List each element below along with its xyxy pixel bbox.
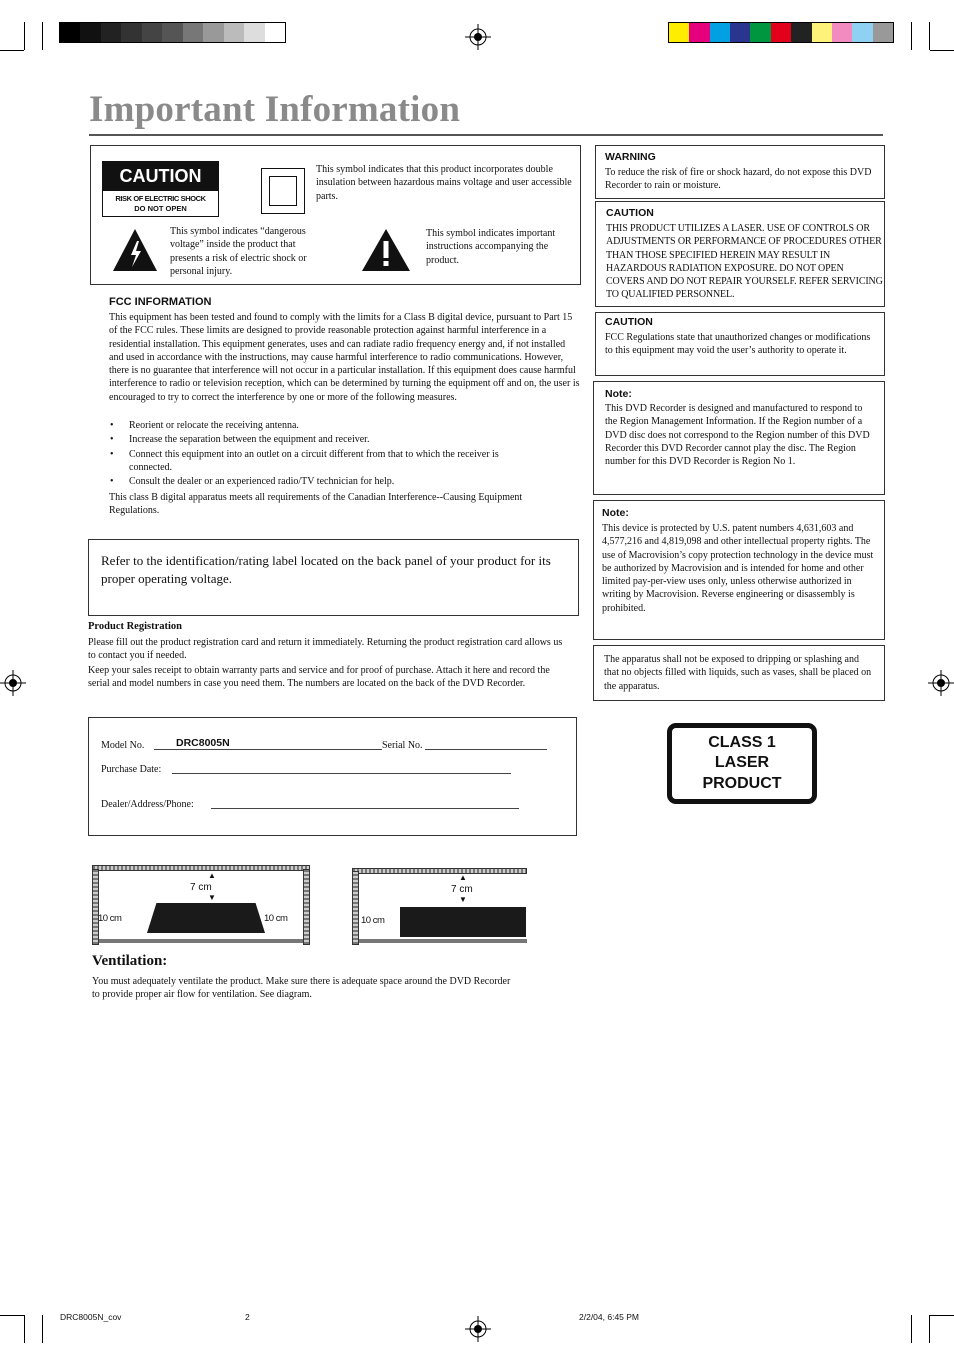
dvd-recorder-front — [147, 903, 265, 933]
top-clearance-label: 7 cm — [190, 882, 212, 893]
exclamation-text: This symbol indicates important instructions accompanying the product. — [426, 228, 556, 266]
fcc-caution-heading: CAUTION — [605, 316, 653, 328]
ventilation-diagram-side — [352, 865, 537, 947]
crop-mark — [0, 50, 24, 51]
list-item: • Connect this equipment into an outlet on a circuit different from that to which the receiver is connected. — [109, 448, 534, 475]
warning-box — [595, 145, 885, 199]
dvd-recorder-side — [400, 907, 526, 937]
registration-target-icon — [928, 670, 954, 696]
caution-badge-sub2: DO NOT OPEN — [134, 204, 187, 213]
fcc-heading: FCC INFORMATION — [109, 296, 212, 308]
patent-note-heading: Note: — [602, 507, 629, 519]
dealer-field[interactable] — [211, 808, 519, 809]
dealer-label: Dealer/Address/Phone: — [101, 799, 194, 810]
crop-mark — [0, 1315, 24, 1316]
laser-label-line3: PRODUCT — [702, 775, 782, 792]
footer-filename: DRC8005N_cov — [60, 1312, 122, 1322]
crop-mark — [911, 22, 912, 50]
right-clearance-label: 10 cm — [264, 913, 288, 924]
region-note-heading: Note: — [605, 388, 632, 400]
warning-heading: WARNING — [605, 151, 656, 163]
serial-field[interactable] — [425, 749, 547, 750]
ventilation-text: You must adequately ventilate the product. Make sure there is adequate space around the DVD Recorder to provide proper air flow for ventilation. See diagram. — [92, 976, 511, 1001]
dripping-text: The apparatus shall not be exposed to dripping or splashing and that no objects filled with liquids, such as vases, shall be placed on the apparatus. — [604, 654, 872, 692]
fcc-measures-list — [109, 419, 534, 488]
laser-label-line1: CLASS 1 — [708, 734, 776, 751]
registration-heading: Product Registration — [88, 621, 183, 632]
region-note-text: This DVD Recorder is designed and manufactured to respond to the Region Management Information. If the Region number of a DVD disc does not correspond to the Region number of this DVD Recorder this DVD Recorder cannot play the disc. The Region number for this DVD Recorder is Region No 1. — [605, 403, 870, 468]
caution-badge-sub1: RISK OF ELECTRIC SHOCK — [115, 194, 206, 203]
laser-label-line2: LASER — [714, 754, 770, 771]
purchase-date-field[interactable] — [172, 773, 511, 774]
registration-target-icon — [0, 670, 26, 696]
top-clearance-label: 7 cm — [451, 884, 473, 895]
double-insulation-text: This symbol indicates that this product incorporates double insulation between hazardous mains voltage and user accessible parts. — [316, 164, 572, 202]
model-field[interactable]: DRC8005N — [176, 737, 230, 749]
ventilation-heading: Ventilation: — [92, 953, 168, 969]
list-item: • Increase the separation between the equipment and receiver. — [109, 433, 534, 446]
region-note-box — [593, 381, 885, 495]
voltage-text: Refer to the identification/rating label located on the back panel of your product for its proper operating voltage. — [101, 553, 551, 586]
crop-mark — [930, 50, 954, 51]
fcc-paragraph: This equipment has been tested and found to comply with the limits for a Class B digital device, pursuant to Part 15 of the FCC rules. These limits are designed to provide reasonable protection against harmful interference in a residential installation. This equipment generates, uses and can radiate radio frequency energy and, if not installed and used in accordance with the instructions, may cause harmful interference to radio communications. However, there is no guarantee that interference will not occur in a particular installation. If this equipment does cause harmful interference to radio or television reception, which can be determined by turning the equipment off and on, the user is encouraged to try to correct the interference by one or more of the following measures. — [109, 312, 580, 403]
title-rule — [89, 134, 883, 136]
up-arrow-icon: ▲ — [208, 871, 216, 880]
dripping-box — [593, 645, 885, 701]
crop-mark — [929, 1315, 930, 1343]
diagram-shelf — [359, 939, 527, 943]
warning-text: To reduce the risk of fire or shock hazard, do not expose this DVD Recorder to rain or moisture. — [605, 167, 872, 192]
laser-caution-text: THIS PRODUCT UTILIZES A LASER. USE OF CONTROLS OR ADJUSTMENTS OR PERFORMANCE OF PROCEDURES OTHER THAN THOSE SPECIFIED HEREIN MAY RESULT IN HAZARDOUS RADIATION EXPOSURE. DO NOT OPEN COVERS AND DO NOT REPAIR YOURSELF. REFER SERVICING TO QUALIFIED PERSONNEL. — [606, 223, 883, 301]
list-item: • Consult the dealer or an experienced radio/TV technician for help. — [109, 475, 534, 488]
model-field-line — [154, 749, 382, 750]
caution-badge-title: CAUTION — [103, 162, 218, 191]
diagram-top-wall — [92, 865, 310, 871]
footer-timestamp: 2/2/04, 6:45 PM — [579, 1312, 640, 1322]
model-label: Model No. — [101, 740, 145, 751]
down-arrow-icon: ▼ — [459, 895, 467, 904]
diagram-left-wall — [352, 871, 359, 945]
crop-mark — [930, 1315, 954, 1316]
diagram-left-wall — [92, 869, 99, 945]
side-clearance-label: 10 cm — [361, 915, 385, 926]
class1-laser-label — [667, 723, 817, 804]
down-arrow-icon: ▼ — [208, 893, 216, 902]
lightning-text: This symbol indicates “dangerous voltage” inside the product that presents a risk of electric shock or personal injury. — [170, 226, 307, 277]
up-arrow-icon: ▲ — [459, 873, 467, 882]
voltage-box — [88, 539, 579, 616]
patent-note-text: This device is protected by U.S. patent numbers 4,631,603 and 4,577,216 and 4,819,098 and other intellectual property rights. The use of Macrovision’s copy protection technology in the device must be authorized by Macrovision and is intended for home and other limited pay-per-view uses only, unless otherwise authorized in writing by Macrovision. Reverse engineering or disassembly is prohibited. — [602, 523, 874, 614]
symbols-box — [90, 145, 581, 285]
diagram-right-wall — [303, 869, 310, 945]
registration-form — [88, 717, 577, 836]
fcc-canada-text: This class B digital apparatus meets all requirements of the Canadian Interference--Causing Equipment Regulations. — [109, 492, 523, 517]
diagram-top-wall — [352, 868, 527, 874]
lightning-warning-icon — [111, 227, 159, 273]
crop-mark — [929, 22, 930, 50]
page-title: Important Information — [89, 89, 461, 130]
fcc-caution-box — [595, 312, 885, 376]
crop-mark — [911, 1315, 912, 1343]
fcc-caution-text: FCC Regulations state that unauthorized changes or modifications to this equipment may void the user’s authority to operate it. — [605, 332, 871, 357]
crop-mark — [24, 22, 25, 50]
laser-caution-box — [595, 201, 885, 307]
registration-text-2: Keep your sales receipt to obtain warranty parts and service and for proof of purchase. Attach it here and record the serial and model numbers in case you need them. The numbers are located on the back of the DVD Recorder. — [88, 665, 550, 690]
double-insulation-icon — [261, 168, 305, 214]
patent-note-box — [593, 500, 885, 640]
laser-caution-heading: CAUTION — [606, 207, 654, 219]
crop-mark — [24, 1315, 25, 1343]
footer-page-number: 2 — [245, 1312, 250, 1322]
registration-target-icon — [465, 24, 491, 50]
color-bar — [668, 22, 894, 43]
crop-mark — [42, 22, 43, 50]
registration-text-1: Please fill out the product registration card and return it immediately. Returning the product registration card allows us to contact you if needed. — [88, 637, 563, 662]
list-item: • Reorient or relocate the receiving antenna. — [109, 419, 534, 432]
purchase-date-label: Purchase Date: — [101, 764, 162, 775]
left-clearance-label: 10 cm — [98, 913, 122, 924]
crop-mark — [42, 1315, 43, 1343]
diagram-shelf — [99, 939, 303, 943]
grayscale-bar — [59, 22, 286, 43]
exclamation-warning-icon — [360, 227, 412, 273]
registration-target-icon — [465, 1316, 491, 1342]
serial-label: Serial No. — [382, 740, 423, 751]
caution-badge — [102, 161, 219, 217]
ventilation-diagram-front — [92, 865, 310, 947]
